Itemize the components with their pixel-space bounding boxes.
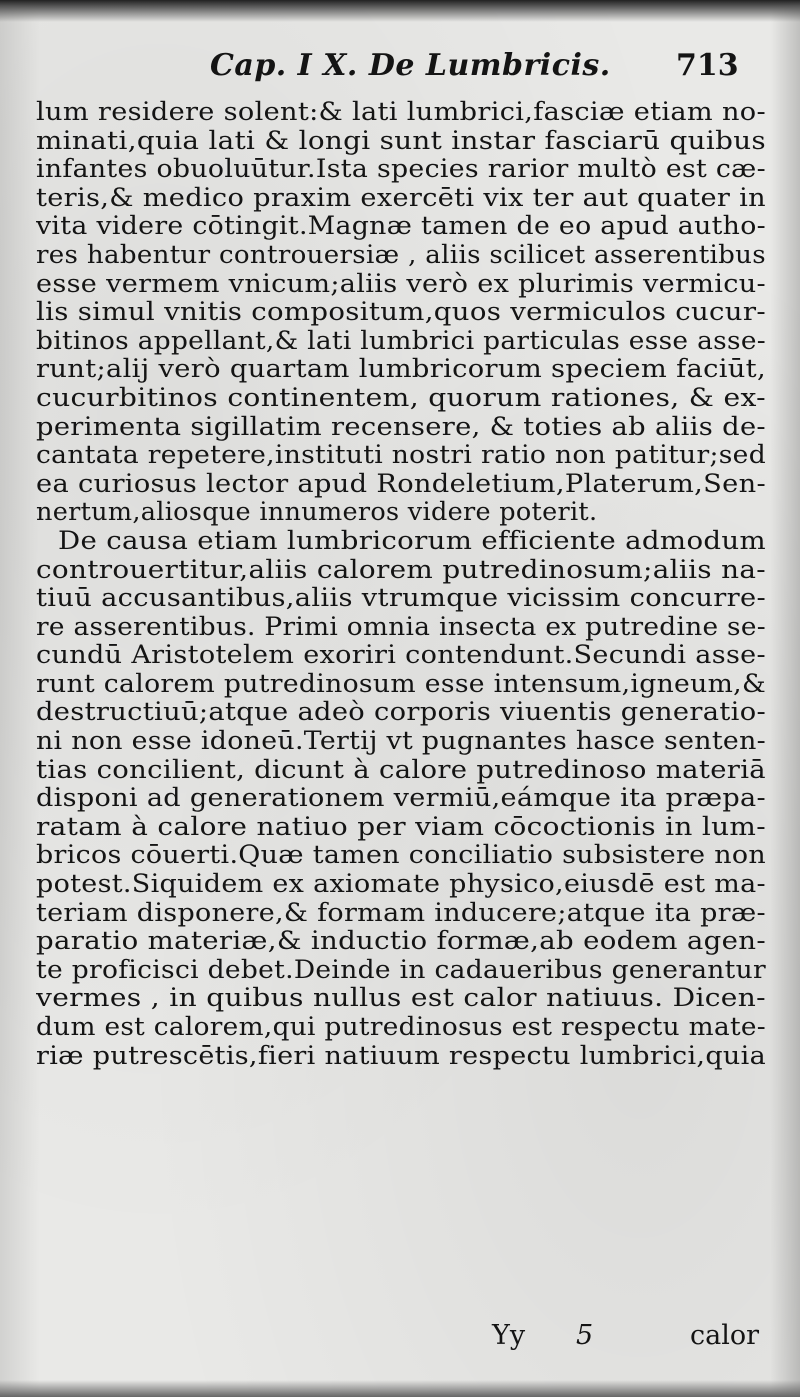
text-line: infantes obuoluūtur.Ista species rarior multò est cæ- <box>36 155 766 184</box>
text-line: re asserentibus. Primi omnia insecta ex putredine se- <box>36 612 766 642</box>
text-line: te proficisci debet.Deinde in cadaueribus generantur <box>36 955 766 985</box>
text-line: esse vermem vnicum;aliis verò ex plurimis vermicu- <box>36 269 766 299</box>
text-line: ni non esse idoneū.Tertij vt pugnantes hasce senten- <box>36 727 766 756</box>
page-bottom-shadow <box>0 1380 800 1397</box>
text-line: riæ putrescētis,fieri natiuum respectu lumbrici,quia <box>36 1041 766 1071</box>
text-line: ea curiosus lector apud Rondeletium,Platerum,Sen- <box>36 469 766 499</box>
page-number: 713 <box>676 48 739 83</box>
text-line: minati,quia lati & longi sunt instar fasciarū quibus <box>36 126 766 156</box>
text-line: nertum,aliosque innumeros videre poterit. <box>36 498 598 527</box>
text-line: runt calorem putredinosum esse intensum,igneum,& <box>36 669 766 699</box>
text-line: tiuū accusantibus,aliis vtrumque vicissim concurre- <box>36 584 766 613</box>
text-line: potest.Siquidem ex axiomate physico,eiusdē est ma- <box>36 870 766 899</box>
running-head <box>0 48 800 96</box>
chapter-title: Cap. I X. De Lumbricis. <box>210 48 611 83</box>
text-line: runt;alij verò quartam lumbricorum speciem faciūt, <box>36 355 766 384</box>
text-line: disponi ad generationem vermiū,eámque ita præpa- <box>36 784 766 813</box>
text-line: bricos cōuerti.Quæ tamen conciliatio subsistere non <box>36 841 766 871</box>
text-line: bitinos appellant,& lati lumbrici particulas esse asse- <box>36 326 766 356</box>
text-line: teris,& medico praxim exercēti vix ter aut quater in <box>36 183 766 213</box>
text-line: destructiuū;atque adeò corporis viuentis generatio- <box>36 698 766 728</box>
text-line: cundū Aristotelem exoriri contendunt.Secundi asse- <box>36 641 766 670</box>
text-line: lis simul vnitis compositum,quos vermiculos cucur- <box>36 298 766 327</box>
text-line: ratam à calore natiuo per viam cōcoctionis in lum- <box>36 812 766 842</box>
text-line: lum residere solent:& lati lumbrici,fasciæ etiam no- <box>36 98 766 127</box>
text-line: cantata repetere,instituti nostri ratio non patitur;sed <box>36 441 766 470</box>
text-line: vita videre cōtingit.Magnæ tamen de eo apud autho- <box>36 212 766 241</box>
body-text <box>36 98 766 1070</box>
signature-number: 5 <box>576 1320 594 1351</box>
text-line: teriam disponere,& formam inducere;atque ita præ- <box>36 898 766 928</box>
text-line: De causa etiam lumbricorum efficiente admodum <box>58 526 766 556</box>
page-footer <box>0 1320 800 1360</box>
text-line: dum est calorem,qui putredinosus est respectu mate- <box>36 1013 766 1042</box>
catchword: calor <box>690 1320 760 1351</box>
page-top-shadow <box>0 0 800 22</box>
text-line: tias concilient, dicunt à calore putredinoso materiā <box>36 755 766 785</box>
text-line: cucurbitinos continentem, quorum rationes, & ex- <box>36 383 766 413</box>
text-line: vermes , in quibus nullus est calor natiuus. Dicen- <box>36 984 766 1013</box>
text-line: controuertitur,aliis calorem putredinosum;aliis na- <box>36 555 766 585</box>
text-line: res habentur controuersiæ , aliis scilicet asserentibus <box>36 240 766 270</box>
text-line: perimenta sigillatim recensere, & toties ab aliis de- <box>36 412 766 442</box>
text-line: paratio materiæ,& inductio formæ,ab eodem agen- <box>36 927 766 956</box>
signature-mark: Yy <box>492 1320 526 1351</box>
